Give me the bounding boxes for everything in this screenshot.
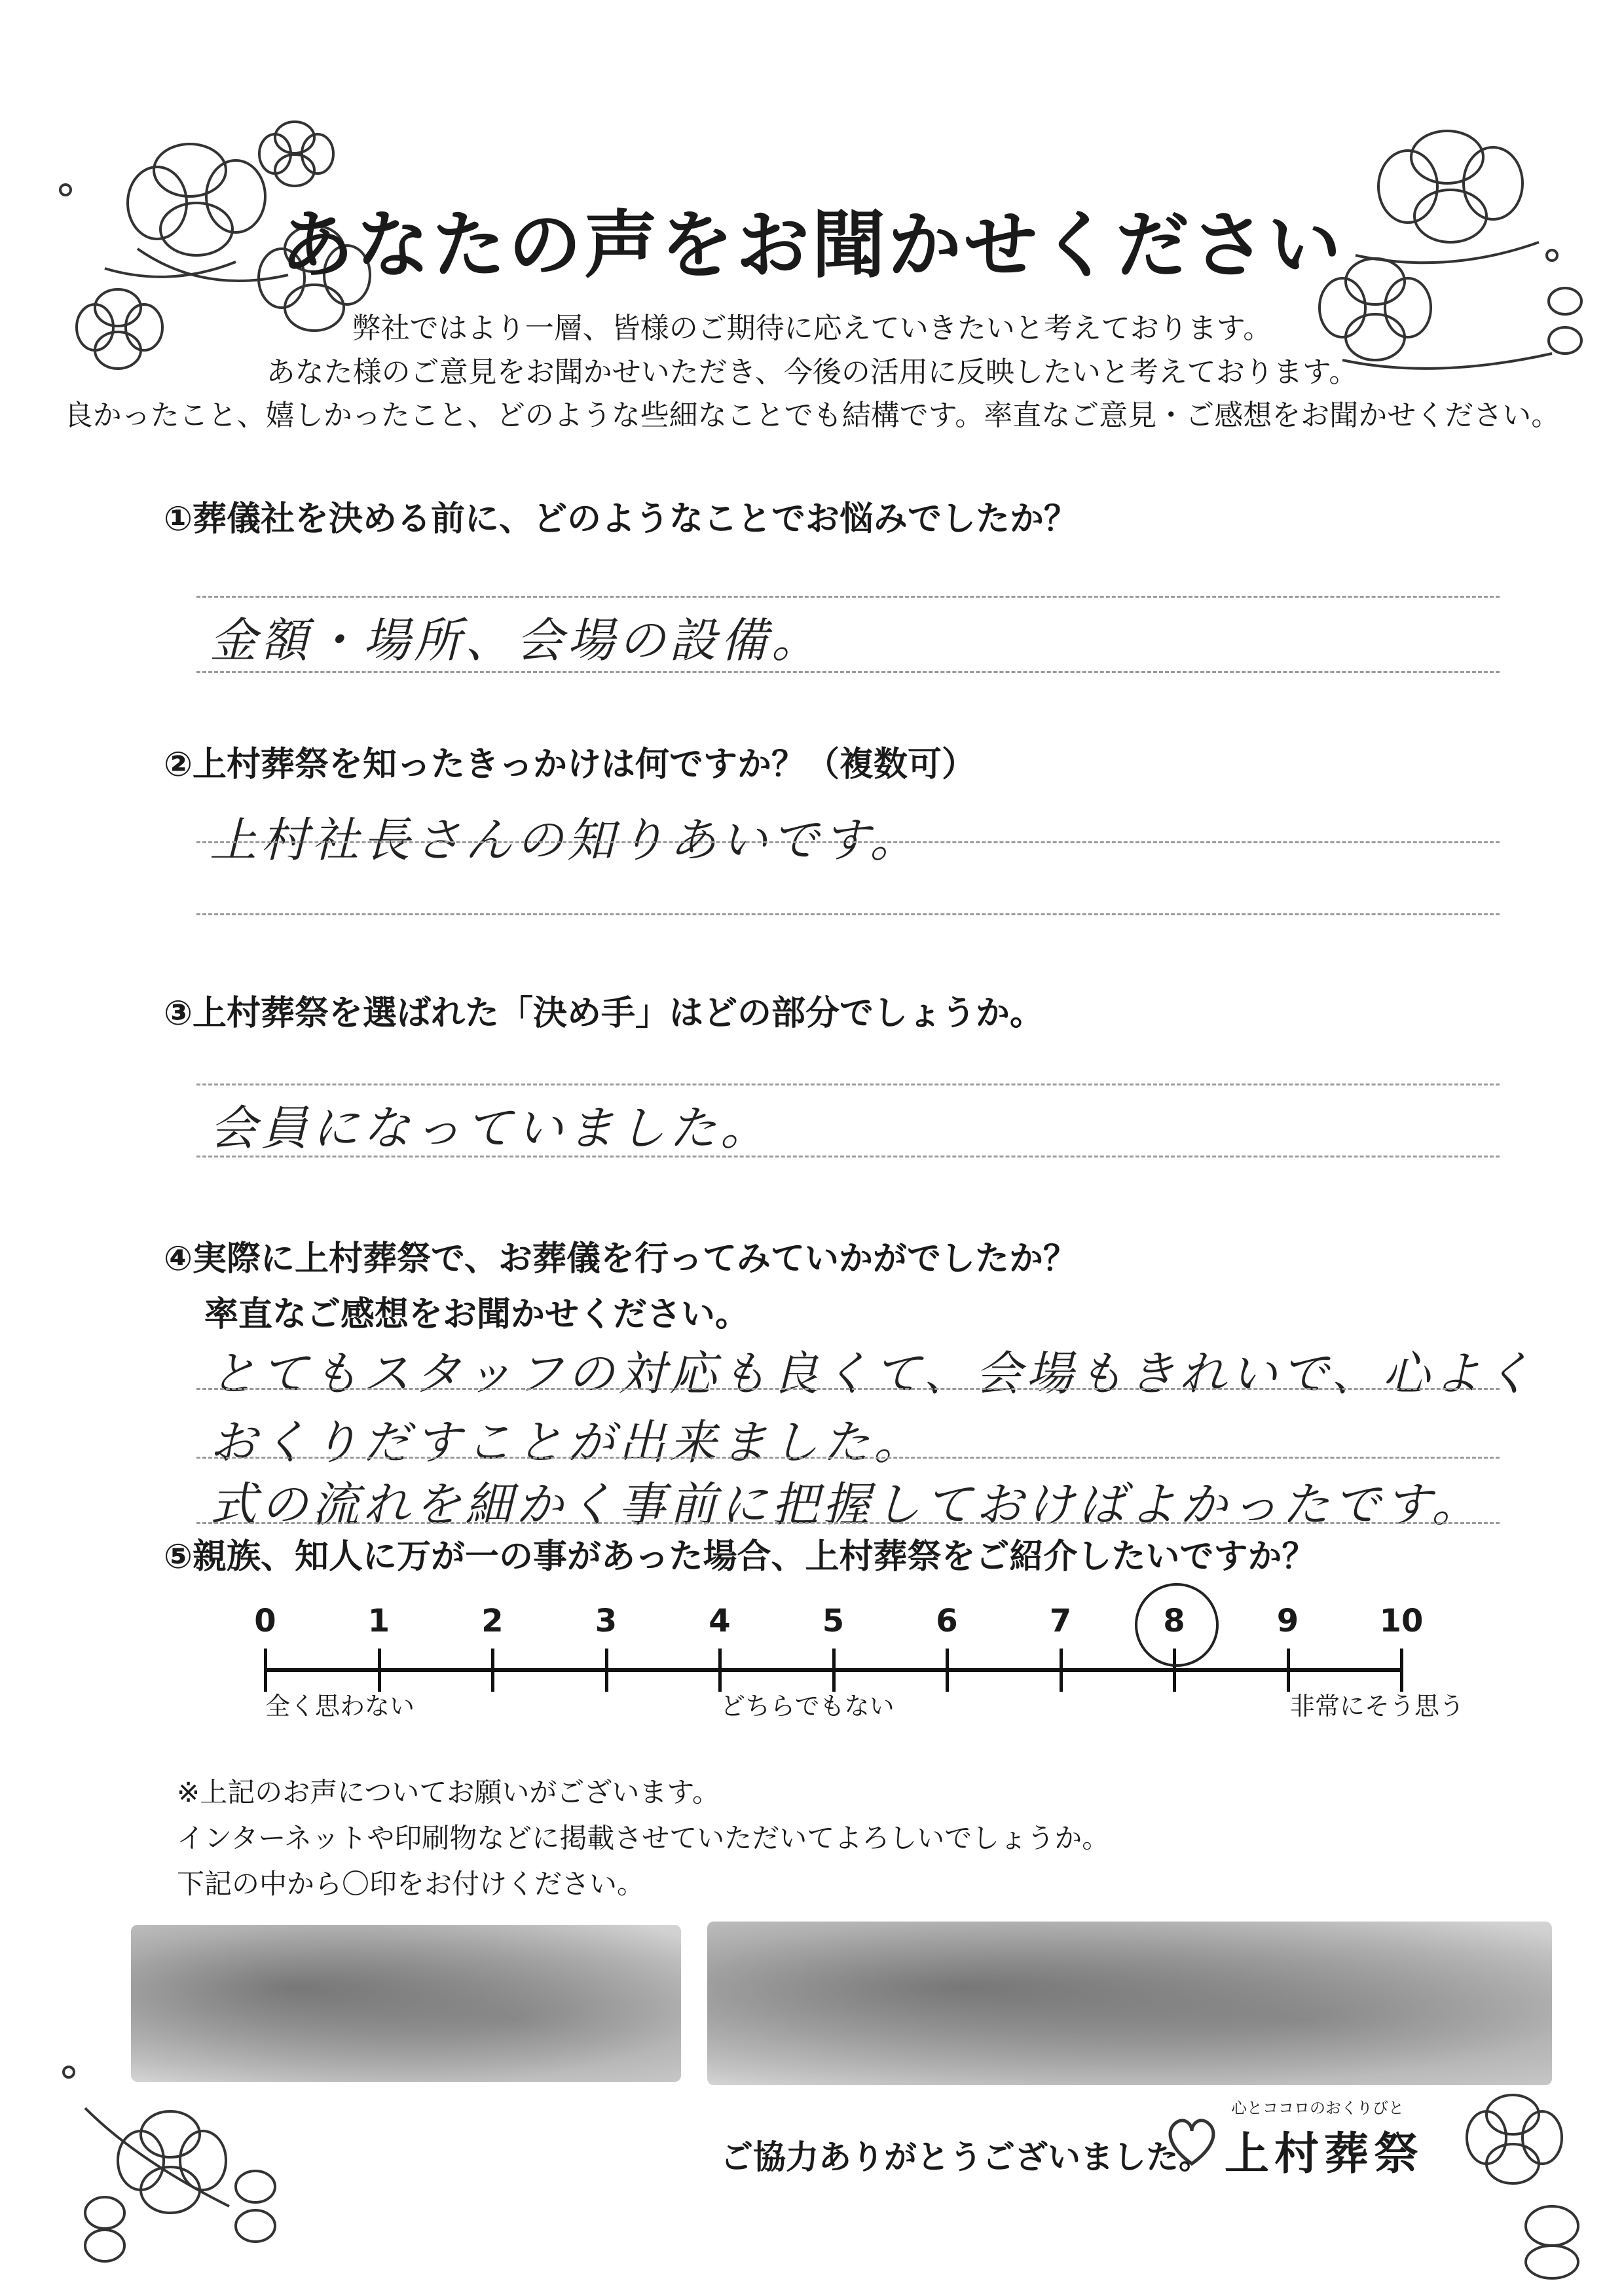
logo-name: 上村葬祭	[1225, 2128, 1424, 2180]
scale-number-7[interactable]: 7	[1049, 1603, 1072, 1639]
question-1-answer[interactable]: 金額・場所、会場の設備。	[210, 613, 823, 668]
logo-tagline: 心とココロのおくりびと	[1231, 2099, 1404, 2117]
answer-line	[196, 1457, 1500, 1459]
intro-line-1: 弊社ではより一層、皆様のご期待に応えていきたいと考えております。	[352, 312, 1272, 345]
question-4-label: ④実際に上村葬祭で、お葬儀を行ってみていかがでしたか？	[164, 1239, 1077, 1279]
redacted-area-left	[131, 1925, 681, 2082]
scale-number-4[interactable]: 4	[709, 1603, 731, 1639]
answer-line	[196, 1084, 1500, 1085]
answer-line	[196, 1156, 1500, 1157]
note-line-1: ※上記のお声についてお願いがございます。	[177, 1776, 720, 1808]
scale-number-5[interactable]: 5	[822, 1603, 845, 1639]
scale-tick	[491, 1649, 494, 1692]
question-5-label: ⑤親族、知人に万が一の事があった場合、上村葬祭をご紹介したいですか？	[164, 1537, 1316, 1576]
question-4-answer-line-2[interactable]: おくりだすことが出来ました。	[210, 1415, 925, 1470]
question-1-label: ①葬儀社を決める前に、どのようなことでお悩みでしたか？	[164, 500, 1079, 539]
scale-number-9[interactable]: 9	[1276, 1603, 1299, 1639]
scale-label-mid: どちらでもない	[720, 1692, 895, 1721]
question-4-sublabel: 率直なご感想をお聞かせください。	[204, 1295, 750, 1334]
intro-line-2: あなた様のご意見をお聞かせいただき、今後の活用に反映したいと考えております。	[266, 355, 1358, 389]
scale-number-1[interactable]: 1	[367, 1603, 390, 1639]
scale-tick	[1287, 1649, 1290, 1692]
question-4-answer-line-3[interactable]: 式の流れを細かく事前に把握しておけばよかったです。	[210, 1477, 1483, 1532]
scale-tick	[946, 1649, 949, 1692]
question-2-answer[interactable]: 上村社長さんの知りあいです。	[210, 812, 921, 867]
question-3-answer[interactable]: 会員になっていました。	[210, 1101, 772, 1156]
answer-line	[196, 841, 1500, 843]
note-line-3: 下記の中から〇印をお付けください。	[177, 1868, 645, 1900]
scale-number-2[interactable]: 2	[481, 1603, 504, 1639]
answer-line	[196, 671, 1500, 673]
scale-label-high: 非常にそう思う	[1290, 1692, 1465, 1721]
question-4-answer-line-1[interactable]: とてもスタッフの対応も良くて、会場もきれいで、心よく	[210, 1346, 1536, 1401]
note-line-2: インターネットや印刷物などに掲載させていただいてよろしいでしょうか。	[177, 1822, 1110, 1854]
scale-number-0[interactable]: 0	[254, 1603, 276, 1639]
clover-decoration-bottom-left	[59, 2062, 295, 2259]
question-2-label: ②上村葬祭を知ったきっかけは何ですか？（複数可）	[164, 745, 976, 784]
answer-line	[196, 1522, 1500, 1524]
question-3-label: ③上村葬祭を選ばれた「決め手」はどの部分でしょうか。	[164, 994, 1044, 1033]
scale-label-low: 全く思わない	[265, 1692, 415, 1721]
scale-number-8[interactable]: 8	[1163, 1603, 1185, 1639]
page-title: あなたの声をお聞かせください	[280, 203, 1344, 288]
selected-rating-circle	[1135, 1583, 1219, 1667]
heart-logo-icon	[1162, 2111, 1221, 2170]
answer-line	[196, 1388, 1500, 1390]
scale-tick	[1060, 1649, 1063, 1692]
answer-line	[196, 913, 1500, 915]
scale-number-6[interactable]: 6	[936, 1603, 958, 1639]
redacted-area-right	[707, 1922, 1552, 2085]
clover-decoration-bottom-right	[1441, 2075, 1598, 2272]
scale-number-3[interactable]: 3	[595, 1603, 618, 1639]
intro-line-3: 良かったこと、嬉しかったこと、どのような些細なことでも結構です。率直なご意見・ご感想をお聞かせください。	[64, 399, 1560, 432]
scale-number-10[interactable]: 10	[1379, 1603, 1424, 1639]
answer-line	[196, 596, 1500, 598]
thank-you-text: ご協力ありがとうございました。	[720, 2138, 1211, 2176]
scale-tick	[605, 1649, 608, 1692]
